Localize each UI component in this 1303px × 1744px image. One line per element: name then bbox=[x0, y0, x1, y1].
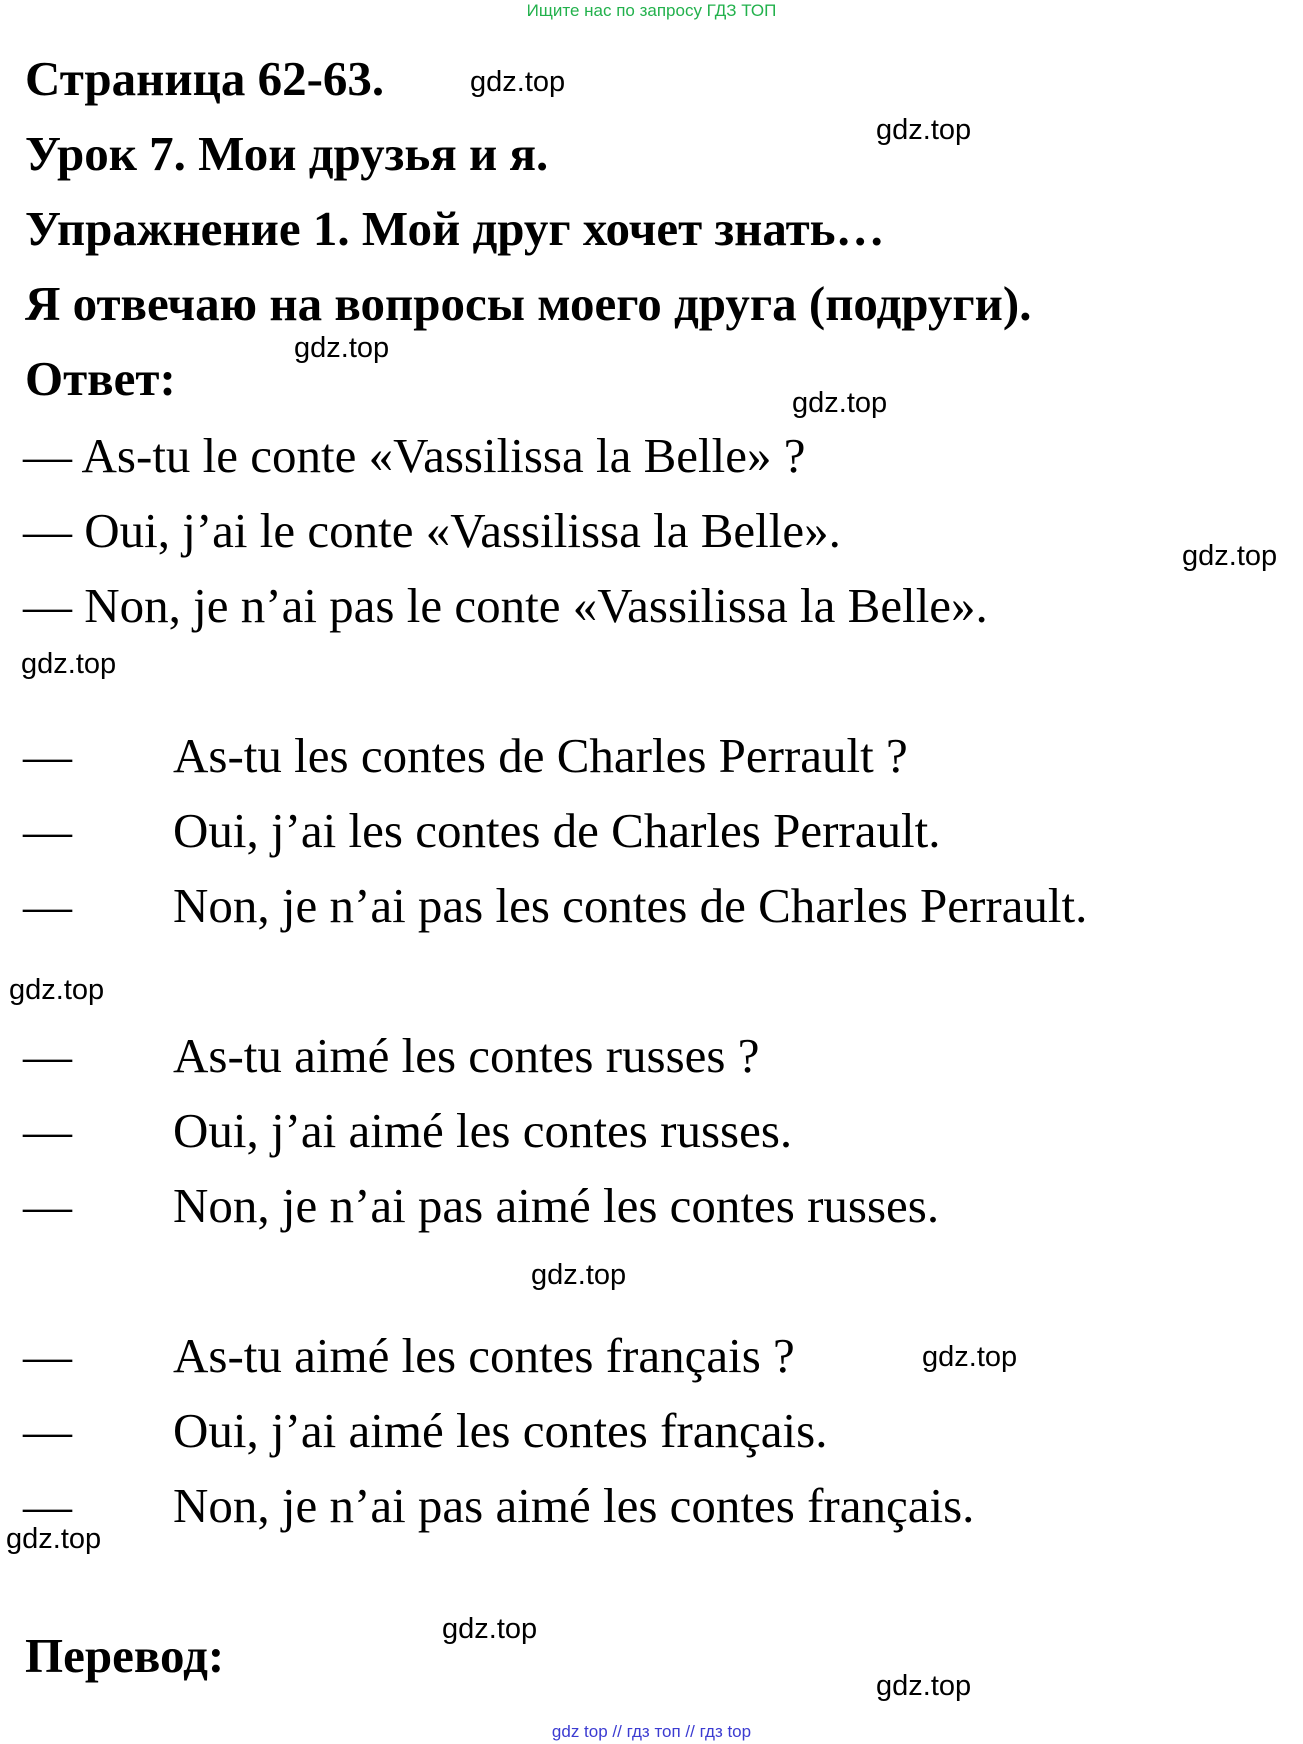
watermark: gdz.top bbox=[1182, 540, 1278, 572]
dialogue-line: Non, je n’ai pas aimé les contes russes. bbox=[173, 1178, 940, 1233]
dialogue-dash: — bbox=[23, 1028, 72, 1083]
dialogue-dash: — bbox=[23, 728, 72, 783]
dialogue-line: As-tu les contes de Charles Perrault ? bbox=[173, 728, 908, 783]
dialogue-line: As-tu aimé les contes français ? bbox=[173, 1328, 795, 1383]
dialogue-dash: — bbox=[23, 1478, 72, 1533]
watermark: gdz.top bbox=[21, 648, 117, 680]
dialogue-line: — Oui, j’ai le conte «Vassilissa la Belle». bbox=[23, 503, 841, 558]
dialogue-dash: — bbox=[23, 1328, 72, 1383]
watermark: gdz.top bbox=[442, 1613, 538, 1645]
dialogue-line: Non, je n’ai pas aimé les contes français. bbox=[173, 1478, 975, 1533]
dialogue-dash: — bbox=[23, 878, 72, 933]
watermark: gdz.top bbox=[6, 1523, 102, 1555]
watermark: gdz.top bbox=[922, 1341, 1018, 1373]
watermark: gdz.top bbox=[792, 387, 888, 419]
page-number-heading: Страница 62-63. bbox=[25, 51, 385, 106]
watermark: gdz.top bbox=[294, 332, 390, 364]
top-banner-link[interactable]: Ищите нас по запросу ГДЗ ТОП bbox=[526, 1, 777, 20]
watermark: gdz.top bbox=[876, 1670, 972, 1702]
dialogue-line: — As-tu le conte «Vassilissa la Belle» ? bbox=[23, 428, 806, 483]
dialogue-line: Oui, j’ai aimé les contes français. bbox=[173, 1403, 828, 1458]
dialogue-dash: — bbox=[23, 803, 72, 858]
watermark: gdz.top bbox=[531, 1259, 627, 1291]
dialogue-line: — Non, je n’ai pas le conte «Vassilissa la Belle». bbox=[23, 578, 988, 633]
task-heading: Я отвечаю на вопросы моего друга (подруги). bbox=[25, 276, 1032, 331]
watermark: gdz.top bbox=[9, 974, 105, 1006]
dialogue-line: As-tu aimé les contes russes ? bbox=[173, 1028, 760, 1083]
dialogue-line: Oui, j’ai les contes de Charles Perrault. bbox=[173, 803, 941, 858]
exercise-heading: Упражнение 1. Мой друг хочет знать… bbox=[25, 201, 885, 256]
dialogue-dash: — bbox=[23, 1178, 72, 1233]
watermark: gdz.top bbox=[470, 66, 566, 98]
dialogue-dash: — bbox=[23, 1103, 72, 1158]
lesson-heading: Урок 7. Мои друзья и я. bbox=[25, 126, 549, 181]
translation-heading: Перевод: bbox=[25, 1628, 225, 1683]
watermark: gdz.top bbox=[876, 114, 972, 146]
dialogue-line: Oui, j’ai aimé les contes russes. bbox=[173, 1103, 793, 1158]
dialogue-line: Non, je n’ai pas les contes de Charles Perrault. bbox=[173, 878, 1088, 933]
answer-heading: Ответ: bbox=[25, 351, 176, 406]
dialogue-dash: — bbox=[23, 1403, 72, 1458]
bottom-banner-link[interactable]: gdz top // гдз топ // гдз top bbox=[551, 1722, 752, 1741]
